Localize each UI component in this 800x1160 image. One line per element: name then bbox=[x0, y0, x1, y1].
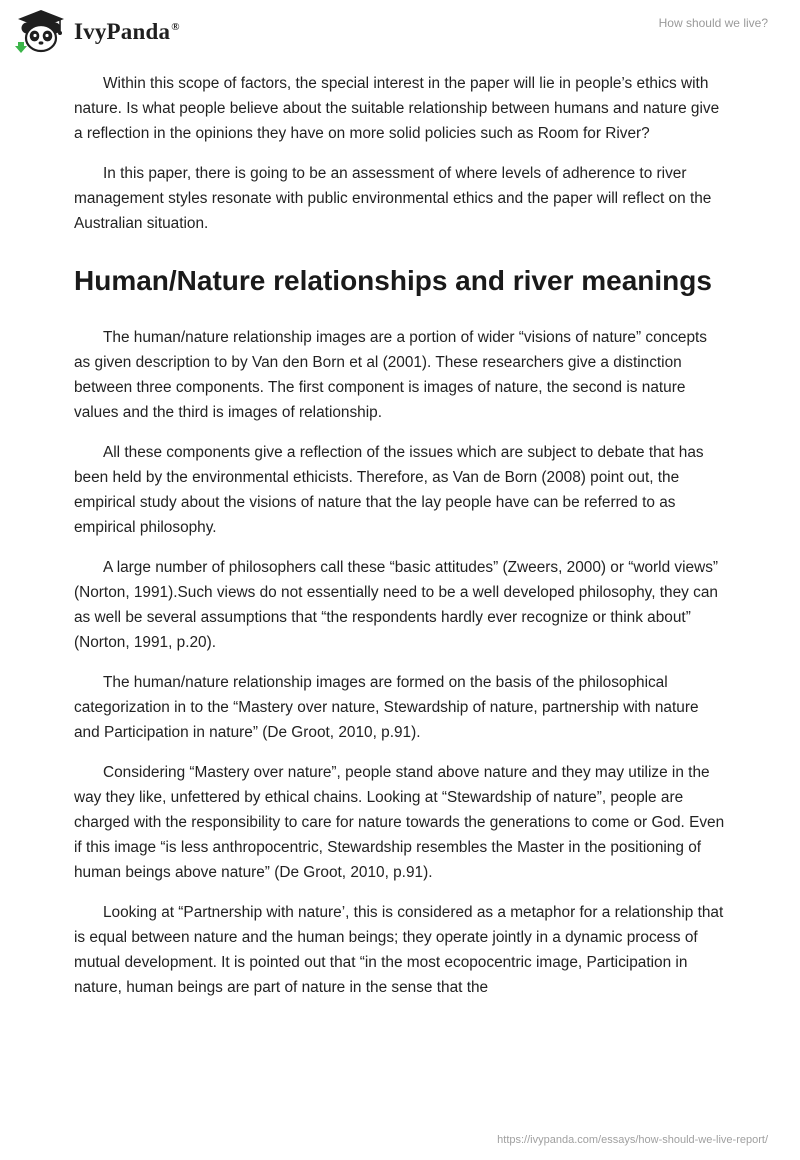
paragraph-assessment: In this paper, there is going to be an assessment of where levels of adherence to river management styles resonate with public environmental ethics and the paper will reflect on the Australian situation. bbox=[74, 165, 712, 232]
paragraph-basic-attitudes: A large number of philosophers call these “basic attitudes” (Zweers, 2000) or “world views” (Norton, 1991).Such views do not essentially need to be a well developed philosophy, they can as well be several assumptions that “the respondents hardly ever recognize or think about” (Norton, 1991, p.20). bbox=[74, 559, 719, 651]
paragraph-environmental-ethicists: All these components give a reflection of the issues which are subject to debate that has been held by the environmental ethicists. Therefore, as Van de Born (2008) point out, the empirical study about the visions of nature that the lay people have can be referred to as empirical philosophy. bbox=[74, 444, 704, 536]
registered-mark: ® bbox=[171, 21, 180, 34]
paragraph-partnership: Looking at “Partnership with nature’, this is considered as a metaphor for a relationship that is equal between nature and the human beings; they operate jointly in a dynamic process of mutual development. It is pointed out that “in the most ecopocentric image, Participation in nature, human beings are part of nature in the sense that the bbox=[74, 904, 724, 996]
essay-content bbox=[74, 71, 726, 1015]
paragraph-scope: Within this scope of factors, the special interest in the paper will lie in people’s ethics with nature. Is what people believe about the suitable relationship between humans and nature give a reflection in the opinions they have on more solid policies such as Room for River? bbox=[74, 75, 720, 142]
ivypanda-logo[interactable] bbox=[14, 8, 180, 54]
footer-source-link[interactable]: https://ivypanda.com/essays/how-should-we-live-report/ bbox=[497, 1134, 768, 1146]
page-title: How should we live? bbox=[658, 16, 768, 30]
paragraph-visions-of-nature: The human/nature relationship images are a portion of wider “visions of nature” concepts as given description to by Van den Born et al (2001). These researchers give a distinction between three components. The first component is images of nature, the second is nature values and the third is images of relationship. bbox=[74, 329, 707, 421]
page-header bbox=[0, 0, 800, 64]
panda-graduate-icon bbox=[14, 8, 68, 54]
paragraph-mastery-stewardship: Considering “Mastery over nature”, people stand above nature and they may utilize in the way they like, unfettered by ethical chains. Looking at “Stewardship of nature”, people are charged with the responsibility to care for nature towards the generations to come or God. Even if this image “is less anthropocentric, Stewardship resembles the Master in the positioning of human beings above nature” (De Groot, 2010, p.91). bbox=[74, 764, 725, 881]
paragraph-categorization: The human/nature relationship images are formed on the basis of the philosophical categorization in to the “Mastery over nature, Stewardship of nature, partnership with nature and Participation in nature” (De Groot, 2010, p.91). bbox=[74, 674, 699, 741]
section-heading: Human/Nature relationships and river meanings bbox=[74, 265, 712, 296]
brand-name bbox=[74, 19, 180, 45]
brand-name-text: IvyPanda bbox=[74, 19, 171, 44]
